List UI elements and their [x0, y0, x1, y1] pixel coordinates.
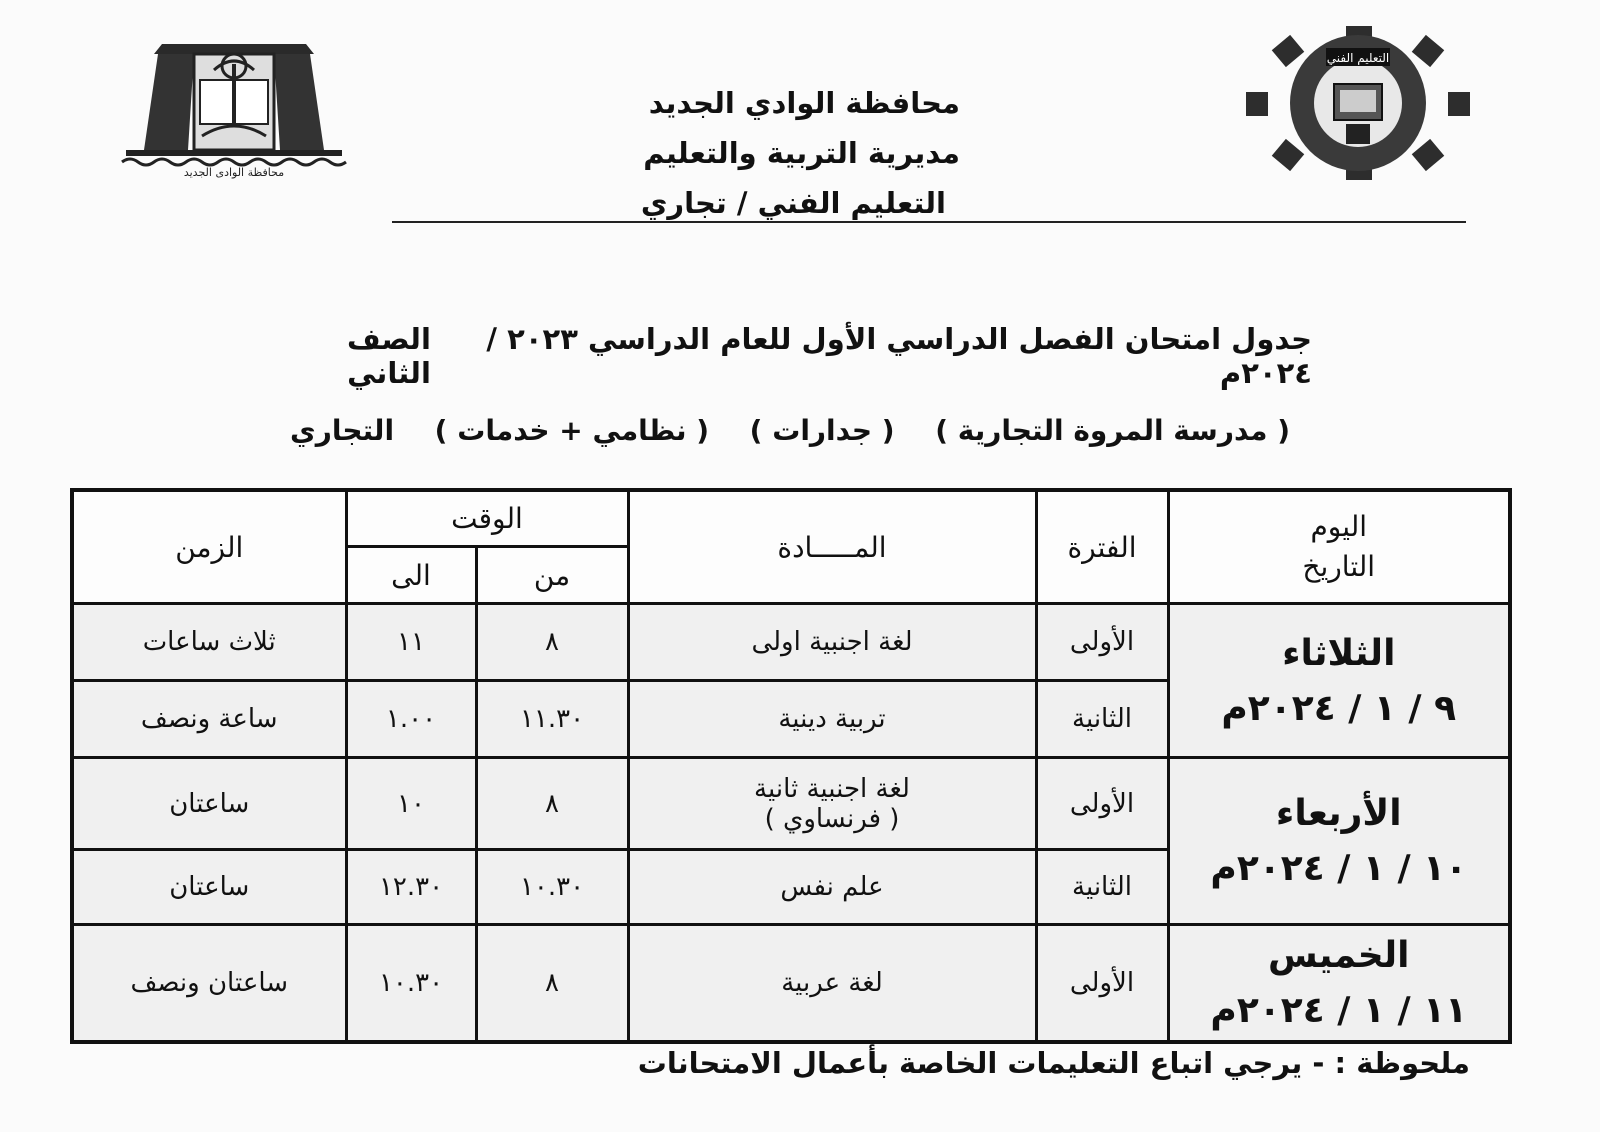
duration-cell: ثلاث ساعات [72, 604, 346, 681]
duration-cell: ساعتان [72, 849, 346, 924]
period-cell: الثانية [1036, 681, 1168, 758]
footer-note: ملحوظة : - يرجي اتباع التعليمات الخاصة بأعمال الامتحانات [637, 1046, 1470, 1080]
header-to: الى [346, 547, 476, 604]
table-header-row [72, 490, 1510, 547]
header-divider [392, 221, 1466, 223]
header-day: اليوم [1310, 510, 1368, 544]
to-cell: ١.٠٠ [346, 681, 476, 758]
study-system: ( نظامي + خدمات ) [434, 414, 710, 447]
new-valley-governorate-logo [118, 40, 350, 180]
subject-cell: علم نفس [628, 849, 1036, 924]
day-name: الثلاثاء [1282, 632, 1396, 674]
to-cell: ١٠ [346, 758, 476, 849]
day-date: ١٠ / ١ / ٢٠٢٤م [1210, 848, 1468, 890]
day-date: ٩ / ١ / ٢٠٢٤م [1221, 687, 1457, 729]
schedule-title-main: جدول امتحان الفصل الدراسي الأول للعام الدراسي ٢٠٢٣ / ٢٠٢٤م [486, 322, 1312, 390]
table-row [72, 604, 1510, 681]
header-day-date [1168, 490, 1510, 604]
table-row [72, 924, 1510, 1042]
day-name: الخميس [1267, 934, 1410, 976]
header-department: التعليم الفني / تجاري [640, 186, 946, 220]
subject-cell: تربية دينية [628, 681, 1036, 758]
from-cell: ٨ [476, 758, 628, 849]
period-cell: الثانية [1036, 849, 1168, 924]
day-cell [1168, 604, 1510, 758]
subject-text: لغة اجنبية ثانية [754, 773, 910, 804]
subject-cell: لغة اجنبية اولى [628, 604, 1036, 681]
table-row [72, 758, 1510, 849]
technical-education-logo [1242, 26, 1474, 180]
from-cell: ١٠.٣٠ [476, 849, 628, 924]
header-date: التاريخ [1302, 550, 1376, 584]
day-cell [1168, 758, 1510, 924]
to-cell: ١١ [346, 604, 476, 681]
to-cell: ١٠.٣٠ [346, 924, 476, 1042]
header-duration: الزمن [72, 490, 346, 604]
header-directorate: مديرية التربية والتعليم [643, 136, 960, 170]
header-block [560, 78, 960, 228]
day-name: الأربعاء [1275, 793, 1402, 835]
header-from: من [476, 547, 628, 604]
duration-cell: ساعتان [72, 758, 346, 849]
subject-cell: لغة عربية [628, 924, 1036, 1042]
branch-name: التجاري [290, 414, 395, 447]
period-cell: الأولى [1036, 604, 1168, 681]
subject-note: ( فرنساوي ) [764, 803, 900, 834]
period-cell: الأولى [1036, 924, 1168, 1042]
duration-cell: ساعة ونصف [72, 681, 346, 758]
duration-cell: ساعتان ونصف [72, 924, 346, 1042]
exam-schedule-table [70, 488, 1512, 1044]
right-logo-caption: التعليم الفني [1326, 51, 1390, 65]
schedule-subtitle [290, 414, 1290, 447]
subject-cell [628, 758, 1036, 849]
from-cell: ٨ [476, 924, 628, 1042]
from-cell: ١١.٣٠ [476, 681, 628, 758]
school-name: ( مدرسة المروة التجارية ) [935, 414, 1290, 447]
header-period: الفترة [1036, 490, 1168, 604]
school-type: ( جدارات ) [749, 414, 895, 447]
day-cell [1168, 924, 1510, 1042]
header-subject: المـــــادة [628, 490, 1036, 604]
period-cell: الأولى [1036, 758, 1168, 849]
schedule-title [262, 322, 1312, 390]
left-logo-caption: محافظة الوادى الجديد [183, 166, 285, 179]
to-cell: ١٢.٣٠ [346, 849, 476, 924]
header-time: الوقت [346, 490, 628, 547]
header-governorate: محافظة الوادي الجديد [648, 86, 960, 120]
schedule-title-grade: الصف الثاني [346, 322, 431, 390]
from-cell: ٨ [476, 604, 628, 681]
day-date: ١١ / ١ / ٢٠٢٤م [1210, 989, 1468, 1031]
